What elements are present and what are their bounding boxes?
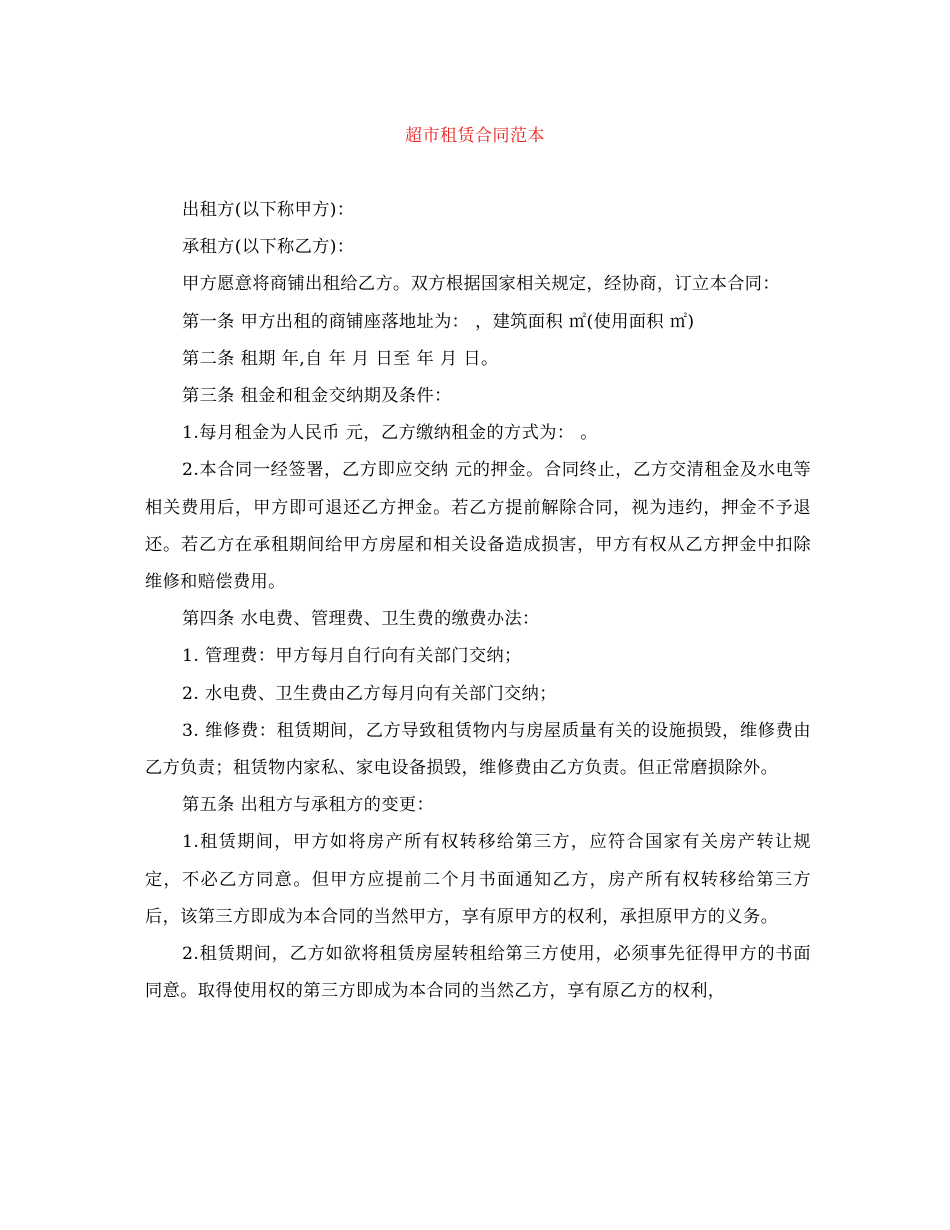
preamble-paragraph: 甲方愿意将商铺出租给乙方。双方根据国家相关规定，经协商，订立本合同：: [182, 274, 780, 295]
document-body: [145, 192, 811, 1010]
document-title: 超市租赁合同范本: [405, 126, 545, 146]
article-3-heading: 第三条 租金和租金交纳期及条件：: [182, 386, 452, 407]
article-4-heading: 第四条 水电费、管理费、卫生费的缴费办法：: [182, 609, 540, 630]
article-4-item-2: 2. 水电费、卫生费由乙方每月向有关部门交纳；: [182, 683, 557, 704]
article-3-item-2: 2.本合同一经签署，乙方即应交纳 元的押金。合同终止，乙方交清租金及水电等相关费用后，甲方即可退还乙方押金。若乙方提前解除合同，视为违约，押金不予退还。若乙方在承租期间给甲方房屋和相关设备造成损害，甲方有权从乙方押金中扣除维修和赔偿费用。: [145, 460, 811, 593]
article-1-paragraph: 第一条 甲方出租的商铺座落地址为： ，建筑面积 ㎡(使用面积 ㎡): [182, 311, 695, 332]
article-3-item-1: 1.每月租金为人民币 元，乙方缴纳租金的方式为： 。: [182, 423, 598, 444]
article-5-item-2: 2.租赁期间，乙方如欲将租赁房屋转租给第三方使用，必须事先征得甲方的书面同意。取得使用权的第三方即成为本合同的当然乙方，享有原乙方的权利，: [145, 944, 811, 1002]
party-a-line: 出租方(以下称甲方)：: [182, 200, 355, 220]
article-4-item-1: 1. 管理费：甲方每月自行向有关部门交纳；: [182, 646, 522, 667]
article-4-item-3: 3. 维修费：租赁期间，乙方导致租赁物内与房屋质量有关的设施损毁，维修费由乙方负责；租赁物内家私、家电设备损毁，维修费由乙方负责。但正常磨损除外。: [145, 720, 811, 779]
article-5-heading: 第五条 出租方与承租方的变更：: [182, 795, 435, 816]
article-2-paragraph: 第二条 租期 年,自 年 月 日至 年 月 日。: [182, 348, 499, 369]
article-5-item-1: 1.租赁期间，甲方如将房产所有权转移给第三方，应符合国家有关房产转让规定，不必乙方同意。但甲方应提前二个月书面通知乙方，房产所有权转移给第三方后，该第三方即成为本合同的当然甲方，享有原甲方的权利，承担原甲方的义务。: [145, 832, 811, 927]
party-b-line: 承租方(以下称乙方)：: [182, 237, 355, 258]
